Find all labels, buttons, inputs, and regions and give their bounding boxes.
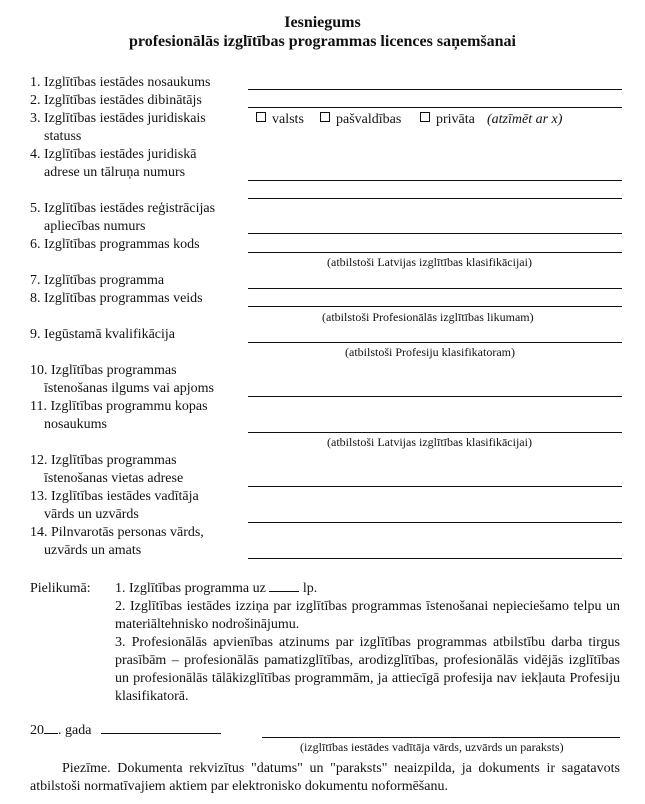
signature-line[interactable]	[262, 737, 620, 738]
field-label-10	[30, 362, 214, 398]
date-field	[30, 722, 221, 740]
fill-line-7[interactable]	[248, 288, 622, 289]
field-label-11	[30, 398, 208, 434]
attachment-1-suffix: lp.	[302, 581, 318, 596]
status-option-privata-label: privāta	[436, 112, 475, 127]
field-label-3-line2: statuss	[44, 129, 82, 144]
status-option-pasvaldibas[interactable]	[320, 112, 401, 128]
checkbox-pasvaldibas[interactable]	[320, 112, 330, 122]
fill-line-1[interactable]	[248, 89, 622, 90]
field-label-10-line2: īstenošanas ilgums vai apjoms	[44, 381, 214, 396]
field-label-12-line2: īstenošanas vietas adrese	[44, 471, 184, 486]
field-label-12-line1: 12. Izglītības programmas	[30, 453, 177, 468]
attachment-1	[115, 580, 615, 598]
fill-line-14[interactable]	[248, 558, 622, 559]
fill-line-12[interactable]	[248, 486, 622, 487]
field-label-4	[30, 146, 196, 182]
checkbox-valsts[interactable]	[256, 112, 266, 122]
field-label-3	[30, 110, 206, 146]
field-label-14	[30, 524, 204, 560]
fill-line-4a[interactable]	[248, 180, 622, 181]
field-label-8: 8. Izglītības programmas veids	[30, 291, 203, 306]
field-label-6: 6. Izglītības programmas kods	[30, 237, 200, 252]
status-option-valsts-label: valsts	[272, 112, 304, 127]
field-label-12	[30, 452, 183, 488]
field-label-9: 9. Iegūstamā kvalifikācija	[30, 327, 175, 342]
field-label-14-line1: 14. Pilnvarotās personas vārds,	[30, 525, 204, 540]
fill-line-6[interactable]	[248, 252, 622, 253]
fill-line-9[interactable]	[248, 342, 622, 343]
field-label-1: 1. Izglītības iestādes nosaukums	[30, 75, 211, 90]
attachment-2: 2. Izglītības iestādes izziņa par izglītības programmas īstenošanai nepieciešamo telpu un materiāltehnisko nodrošinājumu.	[115, 599, 620, 632]
fill-line-11[interactable]	[248, 432, 622, 433]
field-label-11-line2: nosaukums	[44, 417, 107, 432]
field-label-14-line2: uzvārds un amats	[44, 543, 142, 558]
status-option-pasvaldibas-label: pašvaldības	[336, 112, 402, 127]
field-label-11-line1: 11. Izglītības programmu kopas	[30, 399, 208, 414]
status-option-privata[interactable]	[420, 112, 475, 128]
field-label-2: 2. Izglītības iestādes dibinātājs	[30, 93, 202, 108]
note-kopas: (atbilstoši Latvijas izglītības klasifikācijai)	[327, 435, 532, 449]
field-label-4-line2: adrese un tālruņa numurs	[44, 165, 186, 180]
note-kvalifikacija: (atbilstoši Profesiju klasifikatoram)	[345, 345, 515, 359]
footnote: Piezīme. Dokumenta rekvizītus "datums" un "paraksts" neaizpilda, ja dokuments ir sagatavots atbilstoši normatīvajiem aktiem par elektronisko dokumentu noformēšanu.	[30, 761, 620, 794]
fill-line-4b[interactable]	[248, 198, 622, 199]
field-label-5-line1: 5. Izglītības iestādes reģistrācijas	[30, 201, 216, 216]
signature-caption: (izglītības iestādes vadītāja vārds, uzvārds un paraksts)	[300, 740, 564, 754]
field-label-13-line1: 13. Izglītības iestādes vadītāja	[30, 489, 199, 504]
fill-line-10[interactable]	[248, 396, 622, 397]
document-title: Iesniegums	[284, 14, 361, 31]
field-label-4-line1: 4. Izglītības iestādes juridiskā	[30, 147, 197, 162]
date-suffix: . gada	[58, 723, 92, 738]
note-kods: (atbilstoši Latvijas izglītības klasifikācijai)	[327, 255, 532, 269]
field-label-13	[30, 488, 199, 524]
date-year-prefix: 20	[30, 723, 44, 738]
date-day-blank[interactable]	[101, 733, 221, 734]
note-veids: (atbilstoši Profesionālās izglītības likumam)	[322, 310, 534, 324]
status-hint: (atzīmēt ar x)	[487, 112, 563, 127]
attachment-1-text: 1. Izglītības programma uz	[115, 581, 266, 596]
field-label-5	[30, 200, 215, 236]
fill-line-13[interactable]	[248, 522, 622, 523]
attachment-3: 3. Profesionālās apvienības atzinums par izglītības programmas atbilstību darba tirgus prasībām – profesionālās pamatizglītības, arodizglītības, profesionālās vidējās izglītības un profesionālās tālākizglītības programmām, ja attiecīgā profesija nav iekļauta Profesiju klasifikatorā.	[115, 635, 620, 704]
date-year-blank[interactable]	[44, 733, 58, 734]
document-subtitle: profesionālās izglītības programmas licences saņemšanai	[129, 33, 516, 50]
fill-line-2[interactable]	[248, 107, 622, 108]
field-label-7: 7. Izglītības programma	[30, 273, 165, 288]
status-option-valsts[interactable]	[256, 112, 304, 128]
page-count-blank[interactable]	[269, 591, 299, 592]
checkbox-privata[interactable]	[420, 112, 430, 122]
field-label-5-line2: apliecības numurs	[44, 219, 146, 234]
field-label-10-line1: 10. Izglītības programmas	[30, 363, 177, 378]
field-label-13-line2: vārds un uzvārds	[44, 507, 139, 522]
attachments-label: Pielikumā:	[30, 581, 91, 596]
field-label-3-line1: 3. Izglītības iestādes juridiskais	[30, 111, 206, 126]
fill-line-5[interactable]	[248, 233, 622, 234]
fill-line-8[interactable]	[248, 306, 622, 307]
